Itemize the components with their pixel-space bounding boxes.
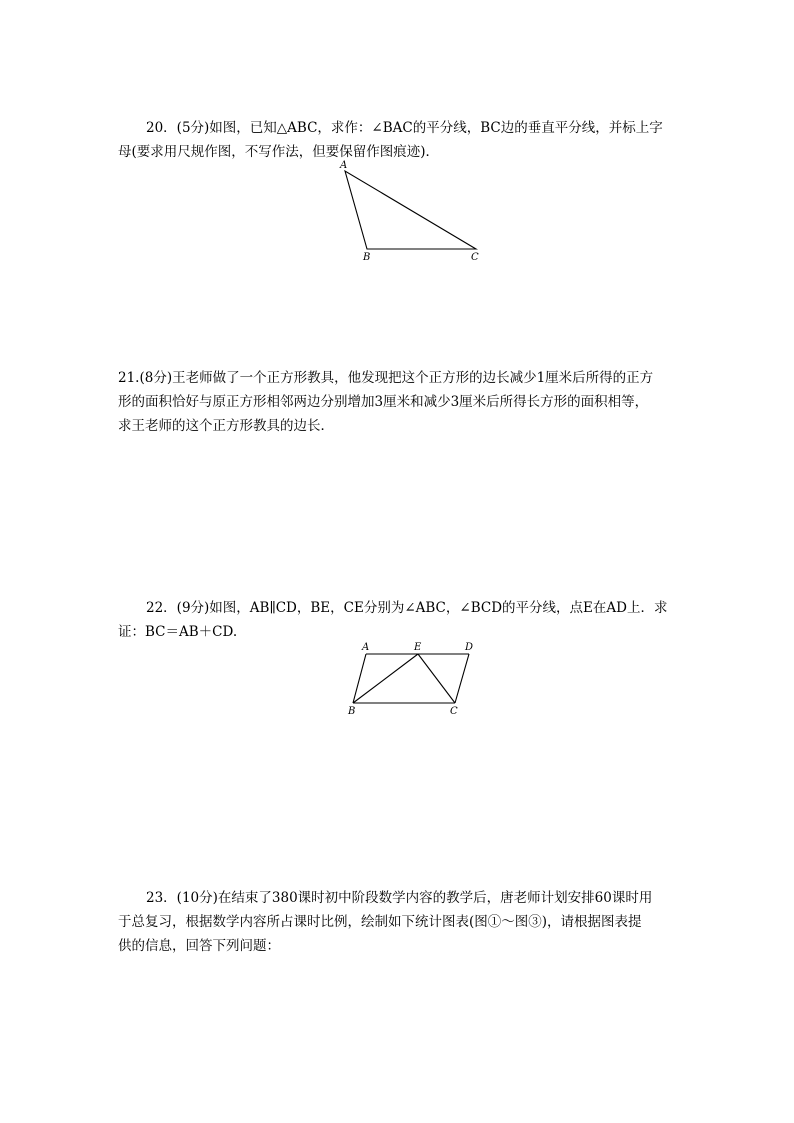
label-c: C	[450, 706, 458, 717]
question-22-line-1: 22．(9分)如图，AB∥CD，BE，CE分别为∠ABC，∠BCD的平分线，点E在AD上．求	[146, 600, 668, 616]
question-20-line-1: 20．(5分)如图，已知△ABC，求作：∠BAC的平分线，BC边的垂直平分线，并标上字	[146, 120, 663, 136]
label-b: B	[363, 252, 371, 263]
label-c: C	[471, 252, 479, 263]
question-23-line-2: 于总复习，根据数学内容所占课时比例，绘制如下统计图表(图①～图③)，请根据图表提	[118, 914, 642, 930]
label-b: B	[348, 706, 356, 717]
question-23-line-1: 23．(10分)在结束了380课时初中阶段数学内容的教学后，唐老师计划安排60课时用	[146, 890, 653, 906]
question-21-line-1: 21.(8分)王老师做了一个正方形教具，他发现把这个正方形的边长减少1厘米后所得的正方	[118, 370, 654, 386]
triangle-abc	[345, 171, 476, 249]
label-a: A	[362, 642, 370, 653]
segment-be	[353, 654, 418, 703]
label-e: E	[414, 642, 422, 653]
segment-ab	[353, 654, 366, 703]
segment-dc	[455, 654, 469, 703]
label-a: A	[340, 160, 348, 171]
label-d: D	[465, 642, 474, 653]
question-22-line-2: 证：BC＝AB＋CD.	[118, 624, 238, 640]
question-21	[118, 366, 678, 438]
question-23-line-3: 供的信息，回答下列问题：	[118, 938, 280, 954]
question-21-line-2: 形的面积恰好与原正方形相邻两边分别增加3厘米和减少3厘米后所得长方形的面积相等，	[118, 394, 649, 410]
question-22	[118, 596, 678, 644]
question-21-line-3: 求王老师的这个正方形教具的边长．	[118, 418, 334, 434]
question-20-line-2: 母(要求用尺规作图，不写作法，但要保留作图痕迹)．	[118, 144, 440, 160]
question-23	[118, 886, 678, 958]
segment-ce	[418, 654, 455, 703]
question-20	[118, 116, 678, 164]
